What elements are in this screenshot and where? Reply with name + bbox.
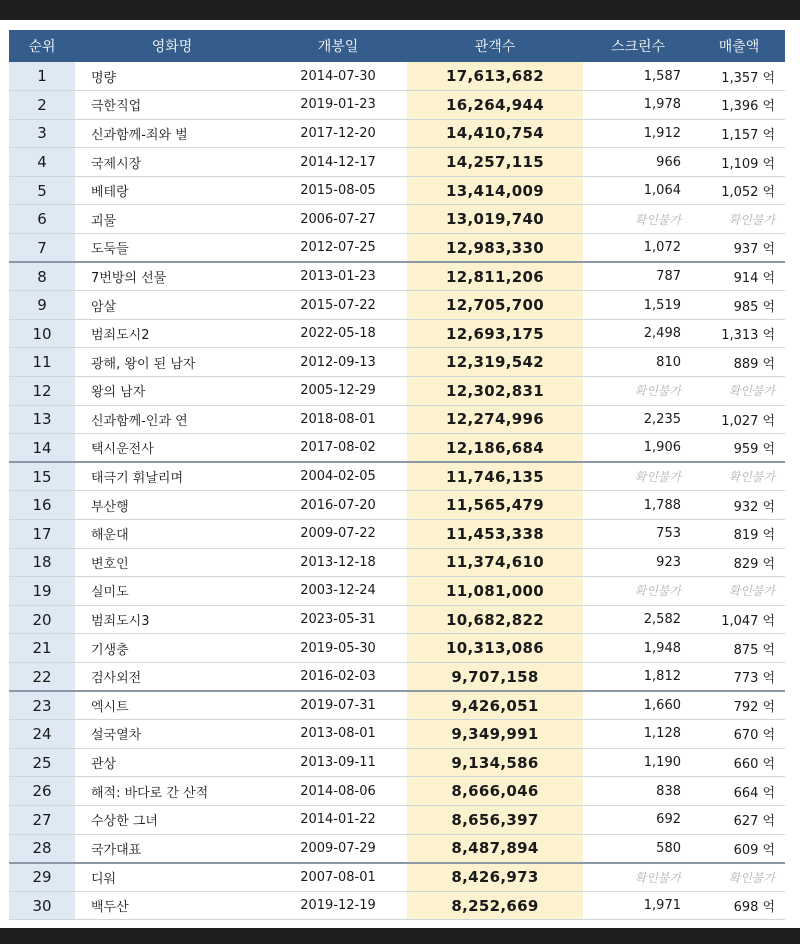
revenue-unit: 억 [762, 842, 775, 858]
box-office-table [9, 30, 785, 920]
header-revenue: 매출액 [693, 30, 785, 62]
table-row [9, 434, 785, 463]
table-row [9, 520, 785, 549]
screens-cell: 2,235 [583, 405, 693, 434]
revenue-unit: 억 [762, 185, 775, 201]
revenue-value: 937 [733, 242, 759, 258]
movie-title-cell: 범죄도시3 [75, 605, 269, 634]
audience-cell: 12,302,831 [407, 377, 583, 406]
revenue-value: 609 [733, 842, 759, 858]
revenue-unit: 억 [762, 642, 775, 658]
screens-cell: 2,582 [583, 605, 693, 634]
movie-title-cell: 검사외전 [75, 662, 269, 691]
revenue-value: 959 [733, 442, 759, 458]
rank-cell: 5 [9, 176, 75, 205]
audience-cell: 8,487,894 [407, 834, 583, 863]
table-row [9, 119, 785, 148]
revenue-cell [693, 605, 785, 634]
screens-cell: 1,978 [583, 91, 693, 120]
movie-title-cell: 디워 [75, 863, 269, 892]
screens-cell: 1,519 [583, 291, 693, 320]
table-row [9, 577, 785, 606]
audience-cell: 8,656,397 [407, 805, 583, 834]
movie-title-cell: 범죄도시2 [75, 319, 269, 348]
release-date-cell: 2014-07-30 [269, 62, 407, 91]
movie-title-cell: 실미도 [75, 577, 269, 606]
revenue-cell [693, 777, 785, 806]
revenue-unit: 억 [762, 127, 775, 143]
audience-cell: 10,313,086 [407, 634, 583, 663]
rank-cell: 16 [9, 491, 75, 520]
table-row [9, 834, 785, 863]
revenue-cell [693, 262, 785, 291]
revenue-cell: 확인불가 [693, 863, 785, 892]
revenue-value: 932 [733, 499, 759, 515]
release-date-cell: 2022-05-18 [269, 319, 407, 348]
screens-cell: 확인불가 [583, 205, 693, 234]
rank-cell: 19 [9, 577, 75, 606]
table-row [9, 91, 785, 120]
table-row [9, 348, 785, 377]
movie-title-cell: 왕의 남자 [75, 377, 269, 406]
movie-title-cell: 국제시장 [75, 148, 269, 177]
revenue-unit: 억 [762, 356, 775, 372]
movie-title-cell: 택시운전사 [75, 434, 269, 463]
rank-cell: 17 [9, 520, 75, 549]
screens-cell: 838 [583, 777, 693, 806]
release-date-cell: 2013-01-23 [269, 262, 407, 291]
revenue-cell [693, 520, 785, 549]
movie-title-cell: 기생충 [75, 634, 269, 663]
movie-title-cell: 변호인 [75, 548, 269, 577]
screens-cell: 753 [583, 520, 693, 549]
revenue-value: 819 [733, 528, 759, 544]
audience-cell: 11,746,135 [407, 462, 583, 491]
table-row [9, 405, 785, 434]
screens-cell: 1,971 [583, 891, 693, 920]
audience-cell: 9,134,586 [407, 748, 583, 777]
revenue-value: 1,396 [721, 99, 759, 115]
revenue-value: 1,109 [721, 156, 759, 172]
audience-cell: 10,682,822 [407, 605, 583, 634]
audience-cell: 17,613,682 [407, 62, 583, 91]
release-date-cell: 2017-08-02 [269, 434, 407, 463]
revenue-cell [693, 891, 785, 920]
audience-cell: 14,410,754 [407, 119, 583, 148]
movie-title-cell: 암살 [75, 291, 269, 320]
revenue-cell [693, 62, 785, 91]
rank-cell: 1 [9, 62, 75, 91]
release-date-cell: 2019-05-30 [269, 634, 407, 663]
revenue-unit: 억 [762, 271, 775, 287]
revenue-value: 1,027 [721, 413, 759, 429]
revenue-cell: 확인불가 [693, 577, 785, 606]
screens-cell: 923 [583, 548, 693, 577]
audience-cell: 12,811,206 [407, 262, 583, 291]
rank-cell: 30 [9, 891, 75, 920]
rank-cell: 12 [9, 377, 75, 406]
revenue-unit: 억 [762, 442, 775, 458]
audience-cell: 8,426,973 [407, 863, 583, 892]
audience-cell: 13,019,740 [407, 205, 583, 234]
revenue-value: 1,047 [721, 614, 759, 630]
revenue-cell [693, 319, 785, 348]
rank-cell: 3 [9, 119, 75, 148]
screens-cell: 1,788 [583, 491, 693, 520]
release-date-cell: 2005-12-29 [269, 377, 407, 406]
revenue-unit: 억 [762, 900, 775, 916]
revenue-value: 829 [733, 556, 759, 572]
audience-cell: 12,319,542 [407, 348, 583, 377]
movie-title-cell: 백두산 [75, 891, 269, 920]
revenue-cell [693, 234, 785, 263]
table-row [9, 863, 785, 892]
revenue-cell [693, 720, 785, 749]
revenue-unit: 억 [762, 700, 775, 716]
audience-cell: 11,453,338 [407, 520, 583, 549]
table-row [9, 891, 785, 920]
release-date-cell: 2013-12-18 [269, 548, 407, 577]
audience-cell: 8,666,046 [407, 777, 583, 806]
table-row [9, 377, 785, 406]
revenue-value: 1,357 [721, 70, 759, 86]
screens-cell: 1,072 [583, 234, 693, 263]
movie-title-cell: 7번방의 선물 [75, 262, 269, 291]
table-row [9, 548, 785, 577]
rank-cell: 11 [9, 348, 75, 377]
revenue-unit: 억 [762, 156, 775, 172]
table-row [9, 748, 785, 777]
revenue-cell: 확인불가 [693, 377, 785, 406]
audience-cell: 9,426,051 [407, 691, 583, 720]
rank-cell: 23 [9, 691, 75, 720]
release-date-cell: 2007-08-01 [269, 863, 407, 892]
audience-cell: 12,274,996 [407, 405, 583, 434]
screens-cell: 580 [583, 834, 693, 863]
movie-title-cell: 신과함께-죄와 벌 [75, 119, 269, 148]
screens-cell: 1,128 [583, 720, 693, 749]
table-body [9, 62, 785, 920]
screens-cell: 966 [583, 148, 693, 177]
revenue-value: 670 [733, 728, 759, 744]
rank-cell: 14 [9, 434, 75, 463]
revenue-cell [693, 834, 785, 863]
revenue-unit: 억 [762, 614, 775, 630]
table-row [9, 634, 785, 663]
revenue-value: 792 [733, 700, 759, 716]
revenue-cell [693, 176, 785, 205]
release-date-cell: 2019-12-19 [269, 891, 407, 920]
audience-cell: 12,705,700 [407, 291, 583, 320]
table-header-row [9, 30, 785, 62]
header-rank: 순위 [9, 30, 75, 62]
table-row [9, 691, 785, 720]
rank-cell: 9 [9, 291, 75, 320]
audience-cell: 9,349,991 [407, 720, 583, 749]
movie-title-cell: 설국열차 [75, 720, 269, 749]
rank-cell: 26 [9, 777, 75, 806]
screens-cell: 1,812 [583, 662, 693, 691]
release-date-cell: 2013-08-01 [269, 720, 407, 749]
revenue-value: 1,052 [721, 185, 759, 201]
box-office-sheet [0, 20, 800, 928]
revenue-unit: 억 [762, 528, 775, 544]
release-date-cell: 2006-07-27 [269, 205, 407, 234]
revenue-cell [693, 548, 785, 577]
release-date-cell: 2012-07-25 [269, 234, 407, 263]
rank-cell: 25 [9, 748, 75, 777]
screens-cell: 810 [583, 348, 693, 377]
revenue-unit: 억 [762, 785, 775, 801]
rank-cell: 10 [9, 319, 75, 348]
rank-cell: 27 [9, 805, 75, 834]
table-row [9, 205, 785, 234]
release-date-cell: 2018-08-01 [269, 405, 407, 434]
table-row [9, 176, 785, 205]
revenue-unit: 억 [762, 328, 775, 344]
table-row [9, 720, 785, 749]
release-date-cell: 2012-09-13 [269, 348, 407, 377]
audience-cell: 12,983,330 [407, 234, 583, 263]
revenue-unit: 억 [762, 70, 775, 86]
table-row [9, 662, 785, 691]
release-date-cell: 2013-09-11 [269, 748, 407, 777]
movie-title-cell: 수상한 그녀 [75, 805, 269, 834]
revenue-value: 1,313 [721, 328, 759, 344]
release-date-cell: 2003-12-24 [269, 577, 407, 606]
revenue-value: 660 [733, 757, 759, 773]
revenue-value: 914 [733, 271, 759, 287]
rank-cell: 7 [9, 234, 75, 263]
release-date-cell: 2014-08-06 [269, 777, 407, 806]
revenue-unit: 억 [762, 499, 775, 515]
audience-cell: 14,257,115 [407, 148, 583, 177]
audience-cell: 11,565,479 [407, 491, 583, 520]
revenue-cell [693, 348, 785, 377]
table-row [9, 148, 785, 177]
audience-cell: 12,186,684 [407, 434, 583, 463]
header-title: 영화명 [75, 30, 269, 62]
revenue-value: 875 [733, 642, 759, 658]
rank-cell: 2 [9, 91, 75, 120]
header-audience: 관객수 [407, 30, 583, 62]
revenue-value: 773 [733, 671, 759, 687]
revenue-value: 698 [733, 900, 759, 916]
screens-cell: 1,064 [583, 176, 693, 205]
table-row [9, 491, 785, 520]
table-row [9, 291, 785, 320]
release-date-cell: 2009-07-22 [269, 520, 407, 549]
revenue-value: 1,157 [721, 127, 759, 143]
screens-cell: 2,498 [583, 319, 693, 348]
screens-cell: 확인불가 [583, 377, 693, 406]
screens-cell: 692 [583, 805, 693, 834]
screens-cell: 787 [583, 262, 693, 291]
revenue-cell [693, 691, 785, 720]
release-date-cell: 2014-12-17 [269, 148, 407, 177]
revenue-value: 985 [733, 299, 759, 315]
rank-cell: 24 [9, 720, 75, 749]
release-date-cell: 2016-02-03 [269, 662, 407, 691]
release-date-cell: 2015-07-22 [269, 291, 407, 320]
screens-cell: 1,587 [583, 62, 693, 91]
audience-cell: 9,707,158 [407, 662, 583, 691]
release-date-cell: 2016-07-20 [269, 491, 407, 520]
revenue-cell [693, 91, 785, 120]
revenue-unit: 억 [762, 556, 775, 572]
revenue-unit: 억 [762, 99, 775, 115]
table-row [9, 462, 785, 491]
release-date-cell: 2009-07-29 [269, 834, 407, 863]
table-row [9, 319, 785, 348]
revenue-cell: 확인불가 [693, 462, 785, 491]
revenue-cell [693, 748, 785, 777]
table-row [9, 262, 785, 291]
revenue-cell [693, 405, 785, 434]
rank-cell: 6 [9, 205, 75, 234]
revenue-cell [693, 148, 785, 177]
revenue-cell: 확인불가 [693, 205, 785, 234]
audience-cell: 8,252,669 [407, 891, 583, 920]
rank-cell: 22 [9, 662, 75, 691]
revenue-unit: 억 [762, 242, 775, 258]
revenue-cell [693, 434, 785, 463]
rank-cell: 13 [9, 405, 75, 434]
revenue-cell [693, 662, 785, 691]
rank-cell: 21 [9, 634, 75, 663]
release-date-cell: 2017-12-20 [269, 119, 407, 148]
revenue-value: 627 [733, 814, 759, 830]
movie-title-cell: 베테랑 [75, 176, 269, 205]
table-row [9, 62, 785, 91]
audience-cell: 16,264,944 [407, 91, 583, 120]
screens-cell: 확인불가 [583, 863, 693, 892]
revenue-unit: 억 [762, 814, 775, 830]
rank-cell: 29 [9, 863, 75, 892]
rank-cell: 8 [9, 262, 75, 291]
table-row [9, 777, 785, 806]
revenue-cell [693, 805, 785, 834]
release-date-cell: 2019-07-31 [269, 691, 407, 720]
audience-cell: 13,414,009 [407, 176, 583, 205]
revenue-unit: 억 [762, 671, 775, 687]
revenue-unit: 억 [762, 728, 775, 744]
movie-title-cell: 도둑들 [75, 234, 269, 263]
release-date-cell: 2014-01-22 [269, 805, 407, 834]
movie-title-cell: 극한직업 [75, 91, 269, 120]
screens-cell: 확인불가 [583, 577, 693, 606]
revenue-unit: 억 [762, 413, 775, 429]
screens-cell: 1,906 [583, 434, 693, 463]
revenue-value: 664 [733, 785, 759, 801]
screens-cell: 1,948 [583, 634, 693, 663]
table-row [9, 805, 785, 834]
header-release-date: 개봉일 [269, 30, 407, 62]
movie-title-cell: 해운대 [75, 520, 269, 549]
revenue-unit: 억 [762, 757, 775, 773]
revenue-cell [693, 119, 785, 148]
audience-cell: 11,081,000 [407, 577, 583, 606]
revenue-value: 889 [733, 356, 759, 372]
rank-cell: 4 [9, 148, 75, 177]
movie-title-cell: 괴물 [75, 205, 269, 234]
release-date-cell: 2015-08-05 [269, 176, 407, 205]
table-row [9, 605, 785, 634]
movie-title-cell: 태극기 휘날리며 [75, 462, 269, 491]
rank-cell: 15 [9, 462, 75, 491]
rank-cell: 28 [9, 834, 75, 863]
release-date-cell: 2004-02-05 [269, 462, 407, 491]
movie-title-cell: 관상 [75, 748, 269, 777]
movie-title-cell: 명량 [75, 62, 269, 91]
screens-cell: 1,660 [583, 691, 693, 720]
screens-cell: 1,912 [583, 119, 693, 148]
release-date-cell: 2019-01-23 [269, 91, 407, 120]
table-row [9, 234, 785, 263]
rank-cell: 20 [9, 605, 75, 634]
header-screens: 스크린수 [583, 30, 693, 62]
audience-cell: 11,374,610 [407, 548, 583, 577]
rank-cell: 18 [9, 548, 75, 577]
movie-title-cell: 신과함께-인과 연 [75, 405, 269, 434]
screens-cell: 1,190 [583, 748, 693, 777]
movie-title-cell: 부산행 [75, 491, 269, 520]
revenue-unit: 억 [762, 299, 775, 315]
audience-cell: 12,693,175 [407, 319, 583, 348]
movie-title-cell: 광해, 왕이 된 남자 [75, 348, 269, 377]
movie-title-cell: 해적: 바다로 간 산적 [75, 777, 269, 806]
release-date-cell: 2023-05-31 [269, 605, 407, 634]
movie-title-cell: 국가대표 [75, 834, 269, 863]
revenue-cell [693, 634, 785, 663]
screens-cell: 확인불가 [583, 462, 693, 491]
movie-title-cell: 엑시트 [75, 691, 269, 720]
revenue-cell [693, 291, 785, 320]
revenue-cell [693, 491, 785, 520]
